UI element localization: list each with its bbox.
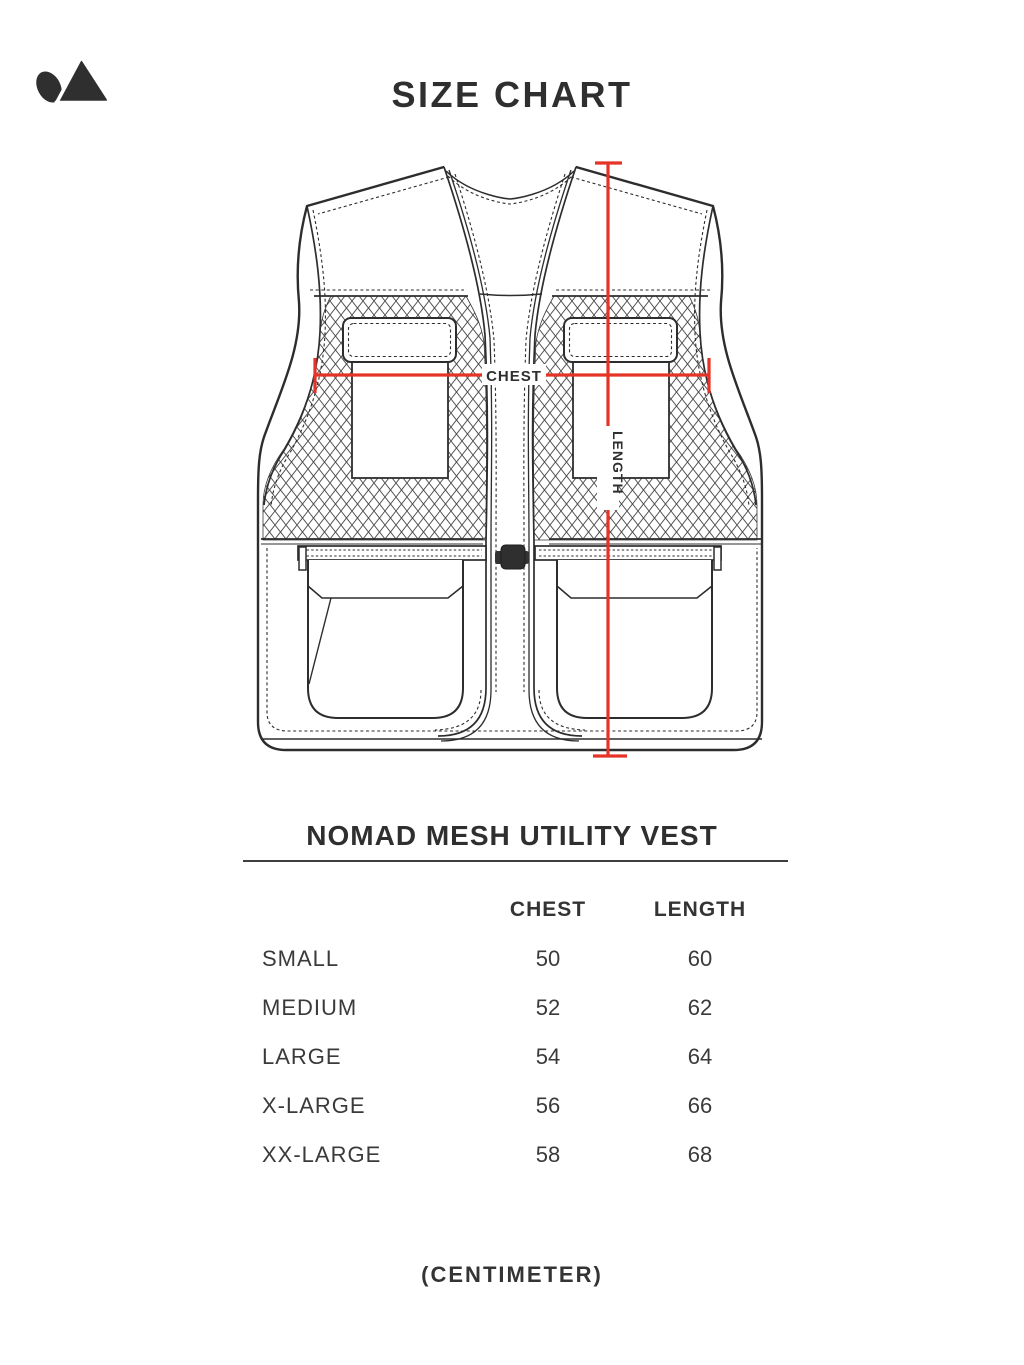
page-title: SIZE CHART <box>391 74 633 115</box>
chest-value: 52 <box>535 995 561 1020</box>
table-row <box>240 946 800 995</box>
vest-diagram <box>240 150 780 780</box>
table-header-row <box>240 898 800 940</box>
size-label: XX-LARGE <box>262 1142 382 1167</box>
table-row <box>240 1044 800 1093</box>
length-value: 60 <box>687 946 713 971</box>
chest-value: 54 <box>535 1044 561 1069</box>
size-label: MEDIUM <box>262 995 358 1020</box>
length-measure-label: LENGTH <box>610 431 626 495</box>
chest-value: 58 <box>535 1142 561 1167</box>
length-value: 68 <box>687 1142 713 1167</box>
table-row <box>240 995 800 1044</box>
chest-value: 56 <box>535 1093 561 1118</box>
chest-value: 50 <box>535 946 561 971</box>
table-row <box>240 1142 800 1191</box>
unit-note: (CENTIMETER) <box>421 1262 603 1287</box>
length-value: 62 <box>687 995 713 1020</box>
column-header-length: LENGTH <box>653 898 747 921</box>
title-divider <box>243 860 788 862</box>
size-label: LARGE <box>262 1044 342 1069</box>
size-table <box>240 898 800 1198</box>
column-header-chest: CHEST <box>509 898 587 921</box>
table-row <box>240 1093 800 1142</box>
length-value: 66 <box>687 1093 713 1118</box>
chest-measure-label: CHEST <box>486 368 542 385</box>
size-label: SMALL <box>262 946 340 971</box>
size-label: X-LARGE <box>262 1093 366 1118</box>
product-name: NOMAD MESH UTILITY VEST <box>306 820 718 851</box>
length-value: 64 <box>687 1044 713 1069</box>
